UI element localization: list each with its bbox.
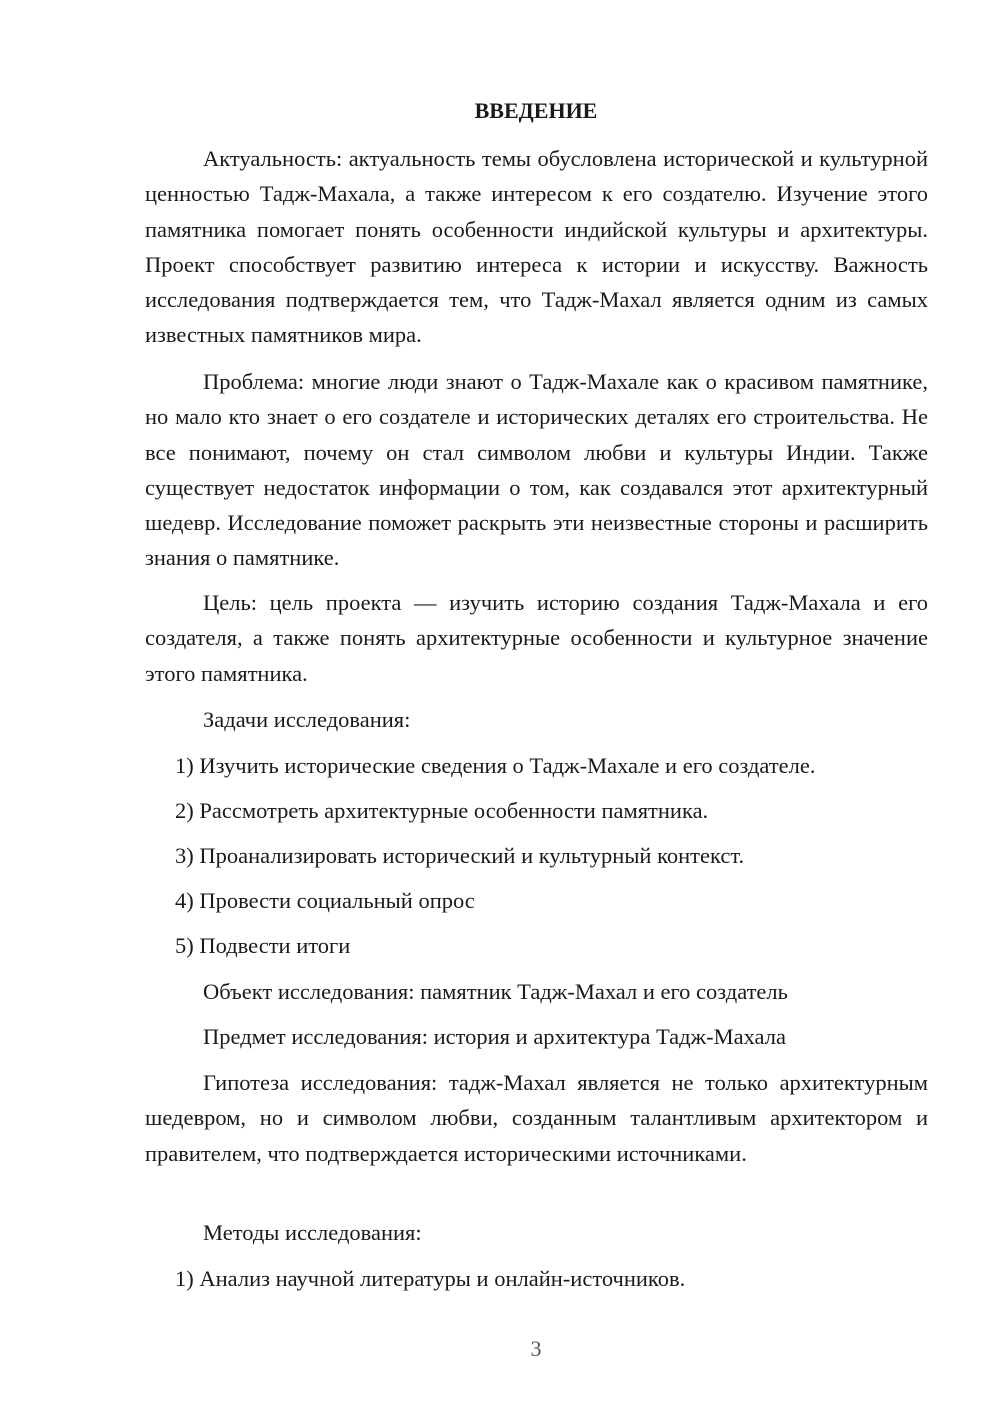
page-number: 3: [530, 1336, 542, 1361]
task-item: 4) Провести социальный опрос: [175, 888, 475, 913]
method-item: 1) Анализ научной литературы и онлайн-источников.: [175, 1266, 686, 1291]
task-item: 1) Изучить исторические сведения о Тадж-Махале и его создателе.: [175, 753, 816, 778]
problem-paragraph: Проблема: многие люди знают о Тадж-Махале как о красивом памятнике, но мало кто знает о его создателе и исторических деталях его строительства. Не все понимают, почему он стал символом любви и культуры Индии. Также существует недостаток информации о том, как создавался этот архитектурный шедевр. Исследование поможет раскрыть эти неизвестные стороны и расширить знания о памятнике.: [145, 369, 928, 571]
goal-paragraph: Цель: цель проекта — изучить историю создания Тадж-Махала и его создателя, а также понять архитектурные особенности и культурное значение этого памятника.: [145, 590, 928, 686]
tasks-heading: Задачи исследования:: [203, 707, 411, 732]
task-item: 2) Рассмотреть архитектурные особенности памятника.: [175, 798, 709, 823]
research-object: Объект исследования: памятник Тадж-Махал и его создатель: [203, 979, 788, 1004]
hypothesis-paragraph: Гипотеза исследования: тадж-Махал является не только архитектурным шедевром, но и символом любви, созданным талантливым архитектором и правителем, что подтверждается историческими источниками.: [145, 1070, 928, 1166]
relevance-paragraph: Актуальность: актуальность темы обусловлена исторической и культурной ценностью Тадж-Махала, а также интересом к его создателю. Изучение этого памятника помогает понять особенности индийской культуры и архитектуры. Проект способствует развитию интереса к истории и искусству. Важность исследования подтверждается тем, что Тадж-Махал является одним из самых известных памятников мира.: [145, 146, 928, 348]
research-subject: Предмет исследования: история и архитектура Тадж-Махала: [203, 1024, 786, 1049]
task-item: 5) Подвести итоги: [175, 933, 351, 958]
methods-heading: Методы исследования:: [203, 1220, 422, 1245]
task-item: 3) Проанализировать исторический и культурный контекст.: [175, 843, 745, 868]
page-title: ВВЕДЕНИЕ: [474, 98, 598, 123]
